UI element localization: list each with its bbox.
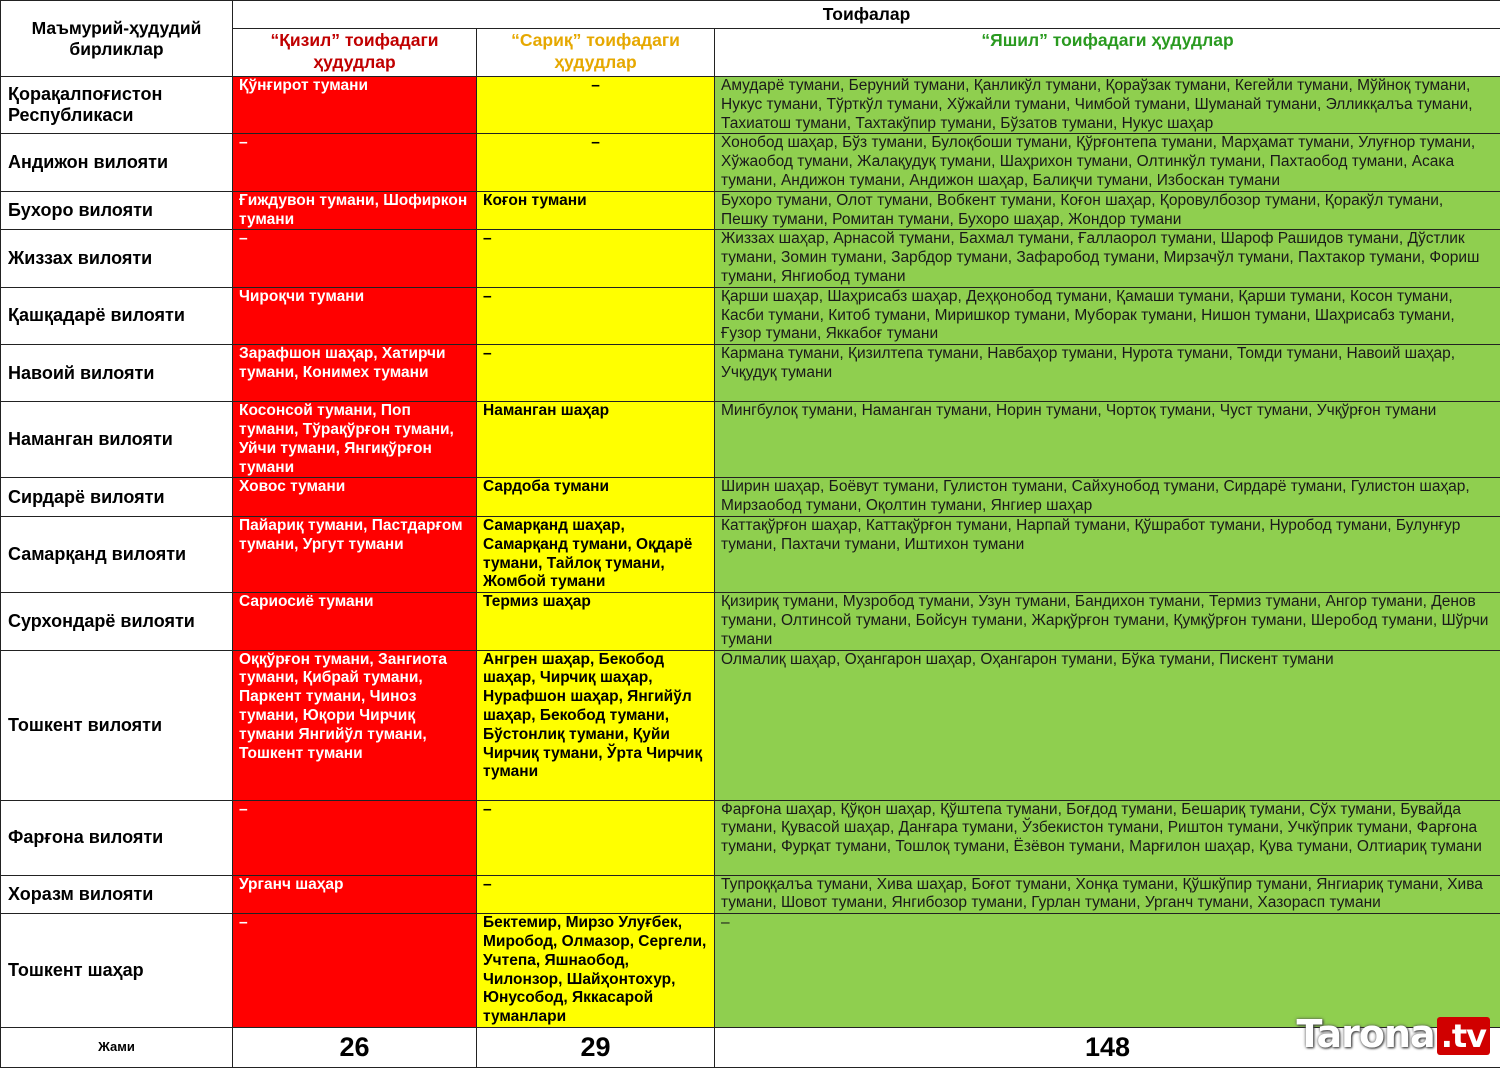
totals-row bbox=[1, 1027, 1500, 1067]
table-row bbox=[1, 345, 1500, 402]
green-zone-cell: Олмалиқ шаҳар, Оҳангарон шаҳар, Оҳангарон тумани, Бўка тумани, Пискент тумани bbox=[715, 650, 1500, 800]
table-row bbox=[1, 914, 1500, 1028]
table-row bbox=[1, 650, 1500, 800]
red-zone-cell: Қўнғирот тумани bbox=[233, 77, 477, 134]
logo-brand: Tarona bbox=[1296, 1012, 1434, 1056]
red-zone-cell: Косонсой тумани, Поп тумани, Тўрақўрғон тумани, Уйчи тумани, Янгиқўрғон тумани bbox=[233, 402, 477, 478]
red-zone-cell: – bbox=[233, 230, 477, 287]
yellow-zone-cell: – bbox=[477, 287, 715, 344]
region-name: Самарқанд вилояти bbox=[1, 516, 233, 592]
green-zone-cell: Амударё тумани, Беруний тумани, Қанликўл тумани, Қораўзак тумани, Кегейли тумани, Мўйноқ тумани, Нукус тумани, Тўрткўл тумани, Хўжайли тумани, Чимбой тумани, Шуманай тумани, Элликқалъа тумани, Тахиатош тумани, Тахтакўпир тумани, Бўзатов тумани, Нукус шаҳар bbox=[715, 77, 1500, 134]
yellow-total: 29 bbox=[477, 1027, 715, 1067]
red-zone-cell: – bbox=[233, 134, 477, 191]
red-zone-cell: Ғиждувон тумани, Шофиркон тумани bbox=[233, 191, 477, 230]
yellow-category-header: “Сариқ” тоифадаги ҳудудлар bbox=[477, 29, 715, 77]
yellow-zone-cell: Наманган шаҳар bbox=[477, 402, 715, 478]
table-row bbox=[1, 593, 1500, 650]
green-zone-cell: Кармана тумани, Қизилтепа тумани, Навбаҳор тумани, Нурота тумани, Томди тумани, Навоий шаҳар, Учқудуқ тумани bbox=[715, 345, 1500, 402]
yellow-zone-cell: – bbox=[477, 230, 715, 287]
green-zone-cell: Каттақўрғон шаҳар, Каттақўрғон тумани, Нарпай тумани, Қўшработ тумани, Нуробод тумани, Булунғур тумани, Пахтачи тумани, Иштихон тумани bbox=[715, 516, 1500, 592]
yellow-zone-cell: Термиз шаҳар bbox=[477, 593, 715, 650]
yellow-zone-cell: – bbox=[477, 800, 715, 875]
red-zone-cell: – bbox=[233, 800, 477, 875]
table-row bbox=[1, 287, 1500, 344]
region-name: Тошкент шаҳар bbox=[1, 914, 233, 1028]
yellow-zone-cell: Самарқанд шаҳар, Самарқанд тумани, Оқдарё тумани, Тайлоқ тумани, Жомбой тумани bbox=[477, 516, 715, 592]
yellow-zone-cell: Бектемир, Мирзо Улуғбек, Миробод, Олмазор, Сергели, Учтепа, Яшнаобод, Чилонзор, Шайҳонтохур, Юнусобод, Яккасарой туманлари bbox=[477, 914, 715, 1028]
yellow-zone-cell: Коғон тумани bbox=[477, 191, 715, 230]
tarona-logo bbox=[1296, 1012, 1490, 1056]
green-category-header: “Яшил” тоифадаги ҳудудлар bbox=[715, 29, 1500, 77]
red-total: 26 bbox=[233, 1027, 477, 1067]
green-zone-cell: Хонобод шаҳар, Бўз тумани, Булоқбоши тумани, Қўрғонтепа тумани, Марҳамат тумани, Улуғнор тумани, Хўжаобод тумани, Жалақудуқ тумани, Шаҳрихон тумани, Олтинкўл тумани, Пахтаобод тумани, Асака тумани, Андижон тумани, Андижон шаҳар, Балиқчи тумани, Избоскан тумани bbox=[715, 134, 1500, 191]
yellow-zone-cell: Сардоба тумани bbox=[477, 478, 715, 517]
logo-suffix: .tv bbox=[1437, 1017, 1490, 1055]
header-row-1 bbox=[1, 1, 1500, 29]
table-row bbox=[1, 230, 1500, 287]
table-row bbox=[1, 800, 1500, 875]
green-zone-cell: Бухоро тумани, Олот тумани, Вобкент тумани, Коғон шаҳар, Қоровулбозор тумани, Қоракўл тумани, Пешку тумани, Ромитан тумани, Бухоро шаҳар, Жондор тумани bbox=[715, 191, 1500, 230]
table-row bbox=[1, 134, 1500, 191]
yellow-zone-cell: Ангрен шаҳар, Бекобод шаҳар, Чирчиқ шаҳар, Нурафшон шаҳар, Янгийўл шаҳар, Бекобод тумани, Бўстонлиқ тумани, Қуйи Чирчиқ тумани, Ўрта Чирчиқ тумани bbox=[477, 650, 715, 800]
region-name: Фарғона вилояти bbox=[1, 800, 233, 875]
table-row bbox=[1, 478, 1500, 517]
admin-units-header: Маъмурий-ҳудудий бирликлар bbox=[1, 1, 233, 77]
region-rows bbox=[1, 77, 1500, 1028]
red-zone-cell: Ховос тумани bbox=[233, 478, 477, 517]
region-name: Тошкент вилояти bbox=[1, 650, 233, 800]
region-name: Жиззах вилояти bbox=[1, 230, 233, 287]
green-zone-cell: – bbox=[715, 914, 1500, 1028]
yellow-zone-cell: – bbox=[477, 134, 715, 191]
region-name: Қорақалпоғистон Республикаси bbox=[1, 77, 233, 134]
table-row bbox=[1, 77, 1500, 134]
region-name: Андижон вилояти bbox=[1, 134, 233, 191]
red-zone-cell: Оққўрғон тумани, Зангиота тумани, Қибрай тумани, Паркент тумани, Чиноз тумани, Юқори Чирчиқ тумани Янгийўл тумани, Тошкент тумани bbox=[233, 650, 477, 800]
region-name: Бухоро вилояти bbox=[1, 191, 233, 230]
green-total: 148 bbox=[715, 1027, 1500, 1067]
region-name: Хоразм вилояти bbox=[1, 875, 233, 914]
yellow-zone-cell: – bbox=[477, 345, 715, 402]
yellow-zone-cell: – bbox=[477, 875, 715, 914]
table-row bbox=[1, 191, 1500, 230]
red-zone-cell: Чироқчи тумани bbox=[233, 287, 477, 344]
region-name: Наманган вилояти bbox=[1, 402, 233, 478]
categories-header: Тоифалар bbox=[233, 1, 1500, 29]
green-zone-cell: Қизириқ тумани, Музробод тумани, Узун тумани, Бандихон тумани, Термиз тумани, Ангор тумани, Денов тумани, Олтинсой тумани, Бойсун тумани, Жарқўрғон тумани, Қумқўрғон тумани, Шеробод тумани, Шўрчи тумани bbox=[715, 593, 1500, 650]
region-name: Сирдарё вилояти bbox=[1, 478, 233, 517]
region-name: Қашқадарё вилояти bbox=[1, 287, 233, 344]
yellow-zone-cell: – bbox=[477, 77, 715, 134]
red-zone-cell: – bbox=[233, 914, 477, 1028]
region-name: Навоий вилояти bbox=[1, 345, 233, 402]
region-name: Сурхондарё вилояти bbox=[1, 593, 233, 650]
green-zone-cell: Қарши шаҳар, Шаҳрисабз шаҳар, Деҳқонобод тумани, Қамаши тумани, Қарши тумани, Косон тумани, Касби тумани, Китоб тумани, Миришкор тумани, Муборак тумани, Нишон тумани, Шаҳрисабз тумани, Ғузор тумани, Яккабоғ тумани bbox=[715, 287, 1500, 344]
totals-label: Жами bbox=[1, 1027, 233, 1067]
green-zone-cell: Ширин шаҳар, Боёвут тумани, Гулистон тумани, Сайхунобод тумани, Сирдарё тумани, Гулистон шаҳар, Мирзаобод тумани, Оқолтин тумани, Янгиер шаҳар bbox=[715, 478, 1500, 517]
table-row bbox=[1, 516, 1500, 592]
red-zone-cell: Сариосиё тумани bbox=[233, 593, 477, 650]
table-row bbox=[1, 402, 1500, 478]
green-zone-cell: Мингбулоқ тумани, Наманган тумани, Норин тумани, Чортоқ тумани, Чуст тумани, Учқўрғон тумани bbox=[715, 402, 1500, 478]
green-zone-cell: Жиззах шаҳар, Арнасой тумани, Бахмал тумани, Ғаллаорол тумани, Шароф Рашидов тумани, Дўстлик тумани, Зомин тумани, Зарбдор тумани, Зафаробод тумани, Мирзачўл тумани, Пахтакор тумани, Фориш тумани, Янгиобод тумани bbox=[715, 230, 1500, 287]
red-zone-cell: Урганч шаҳар bbox=[233, 875, 477, 914]
red-category-header: “Қизил” тоифадаги ҳудудлар bbox=[233, 29, 477, 77]
green-zone-cell: Фарғона шаҳар, Қўқон шаҳар, Қўштепа тумани, Боғдод тумани, Бешариқ тумани, Сўх тумани, Бувайда тумани, Қувасой шаҳар, Данғара тумани, Ўзбекистон тумани, Риштон тумани, Учкўприк тумани, Фарғона тумани, Фурқат тумани, Тошлоқ тумани, Ёзёвон тумани, Марғилон шаҳар, Қува тумани, Олтиариқ тумани bbox=[715, 800, 1500, 875]
table-row bbox=[1, 875, 1500, 914]
green-zone-cell: Тупроққалъа тумани, Хива шаҳар, Боғот тумани, Хонқа тумани, Қўшкўпир тумани, Янгиариқ тумани, Хива тумани, Шовот тумани, Янгибозор тумани, Гурлан тумани, Урганч тумани, Хазорасп тумани bbox=[715, 875, 1500, 914]
red-zone-cell: Пайариқ тумани, Пастдарғом тумани, Ургут тумани bbox=[233, 516, 477, 592]
red-zone-cell: Зарафшон шаҳар, Хатирчи тумани, Конимех тумани bbox=[233, 345, 477, 402]
